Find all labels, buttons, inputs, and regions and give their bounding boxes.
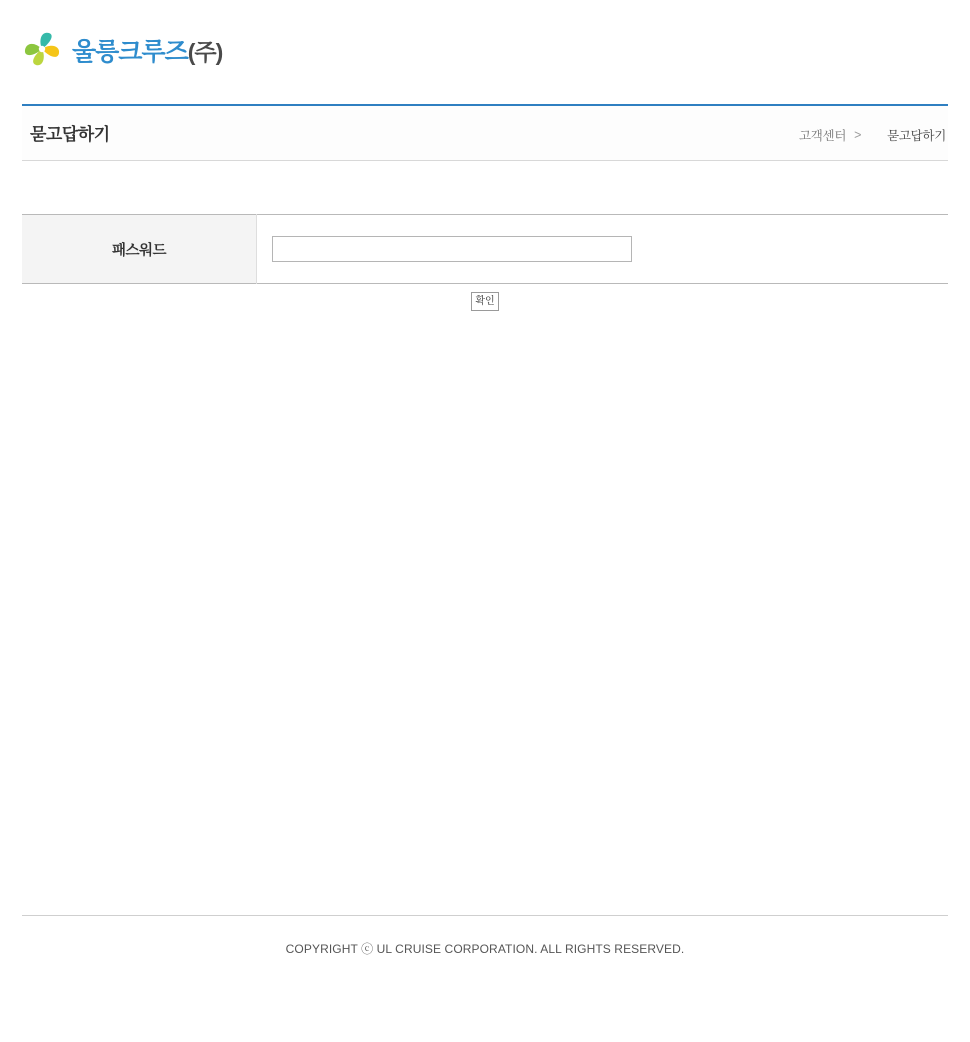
password-label: 패스워드 xyxy=(22,215,257,284)
table-row xyxy=(22,215,948,284)
site-footer xyxy=(22,915,948,957)
breadcrumb-current: 묻고답하기 xyxy=(887,129,946,143)
company-name: 울릉크루즈 xyxy=(72,38,188,66)
submit-button[interactable]: 확인 xyxy=(471,292,499,311)
breadcrumb-parent[interactable]: 고객센터 xyxy=(799,129,847,143)
breadcrumb-separator-icon: > xyxy=(854,128,862,142)
submit-row xyxy=(22,291,948,311)
page-title: 묻고답하기 xyxy=(30,125,110,144)
site-header xyxy=(0,0,970,104)
logo-wordmark xyxy=(72,32,222,68)
password-field-cell xyxy=(257,215,949,284)
pinwheel-flower-logo-icon xyxy=(22,28,62,72)
company-suffix: (주) xyxy=(187,39,223,65)
password-form-table xyxy=(22,214,948,284)
breadcrumb xyxy=(799,126,946,144)
page-title-bar xyxy=(22,104,948,161)
password-input[interactable] xyxy=(272,236,632,262)
copyright-text: COPYRIGHT ⓒ UL CRUISE CORPORATION. ALL RIGHTS RESERVED. xyxy=(285,942,685,956)
logo-link[interactable] xyxy=(22,28,222,72)
content-spacer xyxy=(22,161,948,214)
main-content xyxy=(22,161,948,311)
